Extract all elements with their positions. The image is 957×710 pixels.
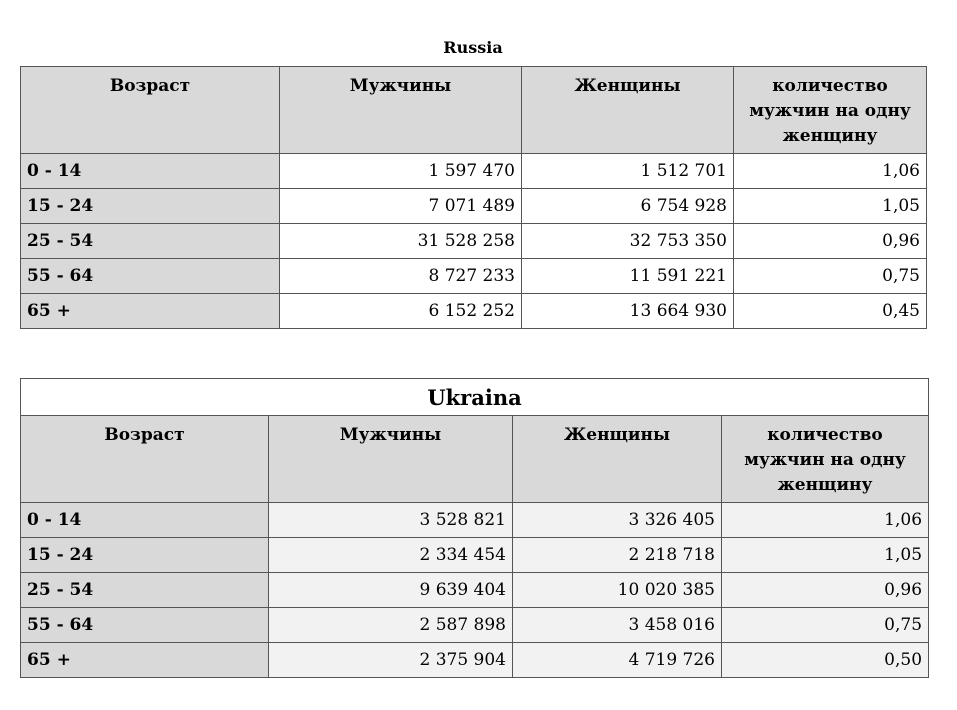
men-count-cell: 9 639 404: [269, 573, 513, 608]
ratio-cell: 0,45: [734, 294, 927, 329]
table-row: [21, 538, 929, 573]
age-group-cell: 25 - 54: [21, 224, 280, 259]
age-group-cell: 55 - 64: [21, 608, 269, 643]
men-count-cell: 8 727 233: [280, 259, 522, 294]
ukraine-table-caption: Ukraina: [21, 379, 929, 416]
column-header-men: Мужчины: [280, 67, 522, 154]
table-row: [21, 189, 927, 224]
age-group-cell: 65 +: [21, 643, 269, 678]
table-row: [21, 643, 929, 678]
table-row: [21, 503, 929, 538]
age-group-cell: 0 - 14: [21, 503, 269, 538]
column-header-men: Мужчины: [269, 416, 513, 503]
column-header-women: Женщины: [513, 416, 722, 503]
men-count-cell: 3 528 821: [269, 503, 513, 538]
column-header-women: Женщины: [522, 67, 734, 154]
age-group-cell: 0 - 14: [21, 154, 280, 189]
age-group-cell: 65 +: [21, 294, 280, 329]
age-group-cell: 25 - 54: [21, 573, 269, 608]
women-count-cell: 3 326 405: [513, 503, 722, 538]
women-count-cell: 13 664 930: [522, 294, 734, 329]
men-count-cell: 31 528 258: [280, 224, 522, 259]
women-count-cell: 1 512 701: [522, 154, 734, 189]
ratio-cell: 0,96: [722, 573, 929, 608]
russia-population-table: [20, 66, 927, 329]
ratio-cell: 0,50: [722, 643, 929, 678]
table-header-row: [21, 416, 929, 503]
ratio-cell: 0,75: [722, 608, 929, 643]
table-row: [21, 259, 927, 294]
men-count-cell: 2 334 454: [269, 538, 513, 573]
women-count-cell: 10 020 385: [513, 573, 722, 608]
russia-table-caption: Russia: [443, 38, 503, 57]
women-count-cell: 3 458 016: [513, 608, 722, 643]
ratio-cell: 0,96: [734, 224, 927, 259]
ratio-cell: 1,06: [722, 503, 929, 538]
women-count-cell: 32 753 350: [522, 224, 734, 259]
table-row: [21, 608, 929, 643]
column-header-ratio: количество мужчин на одну женщину: [722, 416, 929, 503]
table-row: [21, 224, 927, 259]
women-count-cell: 11 591 221: [522, 259, 734, 294]
column-header-age: Возраст: [21, 416, 269, 503]
men-count-cell: 2 587 898: [269, 608, 513, 643]
men-count-cell: 6 152 252: [280, 294, 522, 329]
men-count-cell: 1 597 470: [280, 154, 522, 189]
age-group-cell: 55 - 64: [21, 259, 280, 294]
table-title-row: [21, 379, 929, 416]
women-count-cell: 2 218 718: [513, 538, 722, 573]
age-group-cell: 15 - 24: [21, 189, 280, 224]
men-count-cell: 2 375 904: [269, 643, 513, 678]
table-row: [21, 154, 927, 189]
ratio-cell: 1,06: [734, 154, 927, 189]
age-group-cell: 15 - 24: [21, 538, 269, 573]
ratio-cell: 1,05: [734, 189, 927, 224]
column-header-age: Возраст: [21, 67, 280, 154]
women-count-cell: 4 719 726: [513, 643, 722, 678]
table-row: [21, 573, 929, 608]
ratio-cell: 1,05: [722, 538, 929, 573]
men-count-cell: 7 071 489: [280, 189, 522, 224]
column-header-ratio: количество мужчин на одну женщину: [734, 67, 927, 154]
ukraine-population-table: [20, 378, 929, 678]
women-count-cell: 6 754 928: [522, 189, 734, 224]
table-header-row: [21, 67, 927, 154]
table-row: [21, 294, 927, 329]
ratio-cell: 0,75: [734, 259, 927, 294]
